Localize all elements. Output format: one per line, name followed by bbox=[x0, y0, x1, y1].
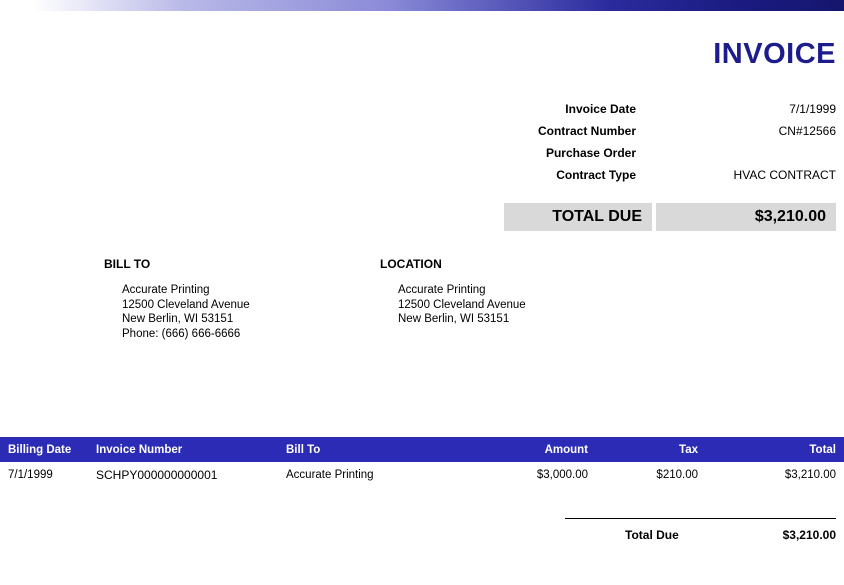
meta-value-invoice-date: 7/1/1999 bbox=[789, 102, 836, 116]
meta-label-invoice-date: Invoice Date bbox=[565, 102, 636, 116]
column-header-billing-date: Billing Date bbox=[8, 443, 72, 456]
meta-label-contract-type: Contract Type bbox=[556, 168, 636, 182]
meta-row-contract-number bbox=[436, 120, 836, 142]
column-header-amount: Amount bbox=[544, 443, 588, 456]
table-row bbox=[0, 462, 844, 488]
column-header-invoice-number: Invoice Number bbox=[96, 443, 183, 456]
line-items-header-row bbox=[0, 437, 844, 462]
total-due-label: TOTAL DUE bbox=[504, 203, 652, 231]
bill-to-line-2: 12500 Cleveland Avenue bbox=[122, 298, 250, 311]
meta-value-contract-number: CN#12566 bbox=[778, 124, 836, 138]
cell-tax: $210.00 bbox=[656, 469, 698, 481]
column-header-tax: Tax bbox=[679, 443, 698, 456]
totals-divider bbox=[565, 518, 836, 519]
bill-to-line-4: Phone: (666) 666-6666 bbox=[122, 327, 241, 340]
location-lines bbox=[380, 283, 526, 327]
location-line-3: New Berlin, WI 53151 bbox=[398, 313, 510, 325]
meta-label-purchase-order: Purchase Order bbox=[545, 146, 636, 160]
cell-invoice-number: SCHPY000000000001 bbox=[96, 468, 218, 482]
bill-to-line-3: New Berlin, WI 53151 bbox=[122, 313, 234, 325]
header-gradient-band bbox=[0, 0, 844, 11]
bill-to-heading: BILL TO bbox=[104, 257, 151, 271]
location-line-1: Accurate Printing bbox=[398, 284, 486, 296]
meta-row-contract-type bbox=[436, 164, 836, 186]
invoice-meta-table bbox=[436, 98, 836, 186]
bill-to-block bbox=[104, 257, 250, 341]
location-line-2: 12500 Cleveland Avenue bbox=[398, 298, 526, 311]
footer-total-label: Total Due bbox=[625, 528, 679, 542]
meta-label-contract-number: Contract Number bbox=[537, 124, 636, 138]
location-block bbox=[380, 257, 526, 327]
line-items-table bbox=[0, 437, 844, 488]
page-title: INVOICE bbox=[713, 38, 836, 70]
meta-row-purchase-order bbox=[436, 142, 836, 164]
cell-billing-date: 7/1/1999 bbox=[8, 469, 53, 481]
meta-row-invoice-date bbox=[436, 98, 836, 120]
cell-total: $3,210.00 bbox=[784, 469, 836, 481]
column-header-bill-to: Bill To bbox=[286, 443, 321, 456]
cell-amount: $3,000.00 bbox=[536, 469, 588, 481]
bill-to-line-1: Accurate Printing bbox=[122, 284, 210, 296]
total-due-value: $3,210.00 bbox=[656, 203, 836, 231]
location-heading: LOCATION bbox=[380, 257, 442, 271]
meta-value-contract-type: HVAC CONTRACT bbox=[733, 168, 836, 182]
cell-bill-to: Accurate Printing bbox=[286, 469, 374, 481]
footer-total-row bbox=[565, 528, 836, 542]
bill-to-lines bbox=[104, 283, 250, 341]
footer-total-value: $3,210.00 bbox=[782, 528, 836, 542]
total-due-banner bbox=[504, 203, 836, 231]
column-header-total: Total bbox=[809, 443, 836, 456]
